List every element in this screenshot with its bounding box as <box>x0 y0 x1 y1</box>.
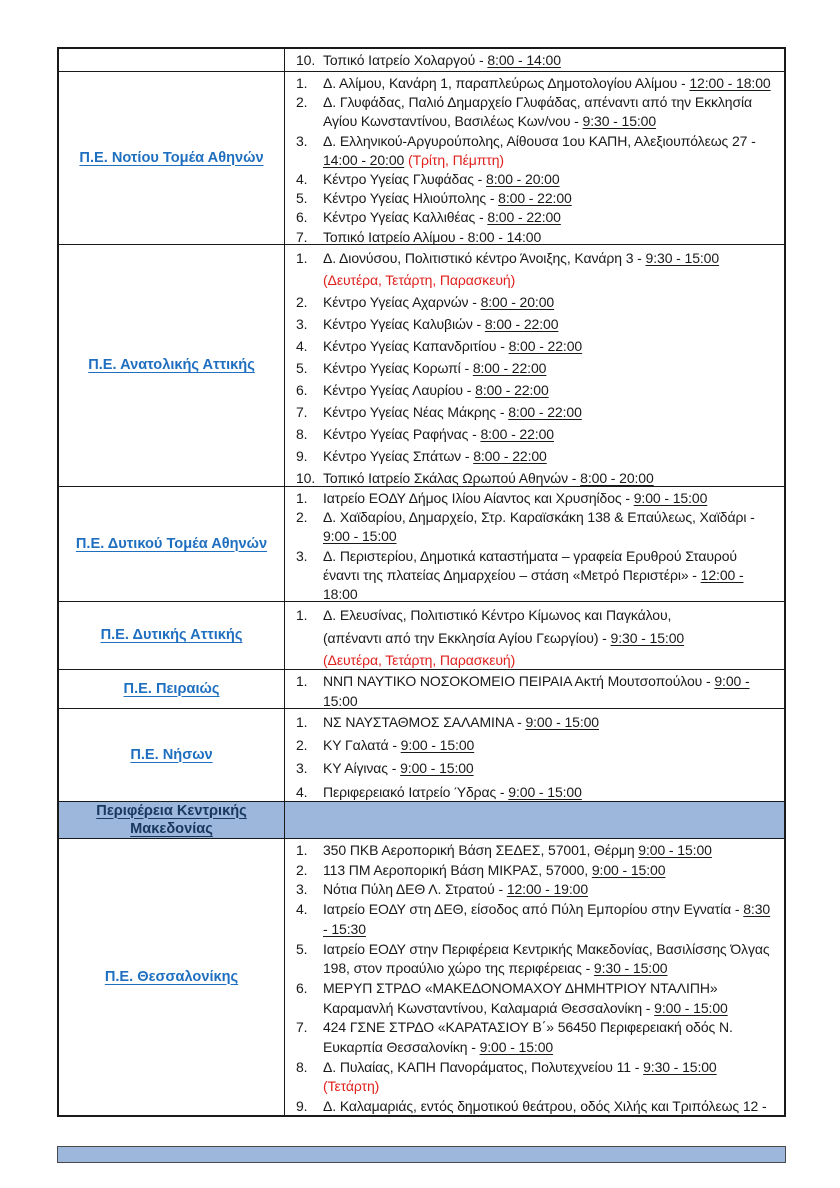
days-note: (Δευτέρα, Τετάρτη, Παρασκευή) <box>323 272 516 288</box>
list-item-number: 5. <box>296 940 308 957</box>
list-item <box>296 604 776 669</box>
opening-hours: 8:00 - 22:00 <box>508 338 583 354</box>
list-item-text <box>323 757 776 780</box>
list-item-number: 6. <box>296 209 308 226</box>
list-item-number: 8. <box>296 426 308 442</box>
region-link-dytikis-attikis[interactable]: Π.Ε. Δυτικής Αττικής <box>100 627 243 643</box>
list-item <box>296 357 776 379</box>
list-item <box>296 734 776 757</box>
opening-hours: 8:00 - 20:00 <box>480 294 555 310</box>
list-item-number: 1. <box>296 75 308 91</box>
list-item-number: 7. <box>296 1019 308 1036</box>
list-item-number: 2. <box>296 861 308 878</box>
opening-hours: 9:00 - 15:00 <box>654 999 728 1016</box>
table-row-previous-section-tail <box>59 49 784 72</box>
list-item <box>296 401 776 423</box>
list-item-number: 3. <box>296 881 308 898</box>
list-item <box>296 170 776 189</box>
list-item-number: 3. <box>296 760 308 777</box>
list-item-number: 1. <box>296 490 308 506</box>
opening-hours: 12:00 - 18:00 <box>323 566 744 601</box>
locations-cell-thessalonikis <box>285 839 784 1115</box>
locations-cell-nison <box>285 709 784 801</box>
list-item-number: 5. <box>296 360 308 376</box>
opening-hours: 9:00 - 15:00 <box>479 1039 554 1056</box>
list-item-text <box>323 445 776 467</box>
list-item-text <box>323 880 776 900</box>
list-item-number: 9. <box>296 1098 308 1115</box>
list-item-text <box>323 357 776 379</box>
list-item-number: 4. <box>296 783 308 800</box>
region-cell-dytikou-tomea-athinon <box>59 487 285 601</box>
list-item-number: 2. <box>296 737 308 754</box>
list-item-text <box>323 93 776 131</box>
list-item-text <box>323 51 776 70</box>
list-item-text <box>323 423 776 445</box>
list-item <box>296 423 776 445</box>
location-text: ΜΕΡΥΠ ΣΤΡΔΟ «ΜΑΚΕΔΟΝΟΜΑΧΟΥ ΔΗΜΗΤΡΙΟΥ ΝΤΑΛΙΠΗ» <box>323 979 718 996</box>
location-text: Κέντρο Υγείας Κορωπί - <box>323 360 473 376</box>
location-text: Κέντρο Υγείας Ραφήνας - <box>323 426 481 442</box>
list-item-number: 1. <box>296 250 308 266</box>
locations-cell-notiou-tomea-athinon <box>285 72 784 244</box>
opening-hours: 9:00 - 15:00 <box>400 737 475 754</box>
days-note: (Τρίτη, Πέμπτη) <box>408 151 504 168</box>
location-text: Δ. Καλαμαριάς, εντός δημοτικού θεάτρου, οδός Χιλής και Τριπόλεως 12 - <box>323 1098 767 1115</box>
opening-hours: 9:00 - 15:00 <box>323 528 397 545</box>
location-text: ΚΥ Γαλατά - <box>323 737 401 754</box>
list-item <box>296 940 776 979</box>
list-item <box>296 781 776 801</box>
region-link-dytikou-tomea-athinon[interactable]: Π.Ε. Δυτικού Τομέα Αθηνών <box>75 535 268 552</box>
list-item-text <box>323 401 776 423</box>
opening-hours: 8:00 - 22:00 <box>473 448 547 464</box>
opening-hours: 12:00 - 19:00 <box>506 881 589 898</box>
opening-hours: 9:00 - 15:00 <box>323 673 750 708</box>
location-text: Ιατρείο ΕΟΔΥ στην Περιφέρεια Κεντρικής Μακεδονίας, Βασιλίσσης Όλγας 198, στον προαύλιο χώρο της περιφέρειας - <box>323 940 770 977</box>
region-link-anatolikis-attikis[interactable]: Π.Ε. Ανατολικής Αττικής <box>88 357 255 373</box>
list-item-number: 5. <box>296 190 308 207</box>
opening-hours: 9:00 - 15:00 <box>633 490 708 506</box>
opening-hours: 9:00 - 15:00 <box>400 760 474 777</box>
region-cell-thessalonikis <box>59 839 285 1115</box>
location-text: Δ. Γλυφάδας, Παλιό Δημαρχείο Γλυφάδας, απέναντι από την Εκκλησία Αγίου Κωνσταντίνου, Βασιλέως Κων/νου - <box>323 94 753 130</box>
region-cell-peiraios <box>59 670 285 708</box>
list-item-text <box>323 291 776 313</box>
region-cell-anatolikis-attikis <box>59 245 285 486</box>
list-item <box>296 547 776 601</box>
location-text: Δ. Χαϊδαρίου, Δημαρχείο, Στρ. Καραϊσκάκη 138 & Επαύλεως, Χαϊδάρι - <box>323 509 755 526</box>
list-item <box>296 189 776 208</box>
locations-cell-anatolikis-attikis <box>285 245 784 486</box>
locations-cell-kentrikis-makedonias-header <box>285 802 784 838</box>
location-text: Τοπικό Ιατρείο Σκάλας Ωρωπού Αθηνών - <box>323 470 581 486</box>
region-cell-dytikis-attikis <box>59 602 285 669</box>
location-text: Κέντρο Υγείας Λαυρίου - <box>323 382 476 398</box>
opening-hours: 8:00 - 22:00 <box>508 404 582 420</box>
list-item <box>296 861 776 881</box>
list-item-text <box>323 1018 776 1057</box>
table-row-dytikou-tomea-athinon <box>59 487 784 602</box>
opening-hours: 8:00 - 22:00 <box>487 209 561 226</box>
list-item-number: 1. <box>296 673 308 689</box>
opening-hours: 8:30 - 15:30 <box>323 901 771 937</box>
list-item-text <box>323 711 776 734</box>
list-item <box>296 489 776 508</box>
locations-cell-dytikis-attikis <box>285 602 784 669</box>
opening-hours: 9:30 - 15:00 <box>593 960 668 977</box>
opening-hours: 12:00 - 18:00 <box>689 75 771 91</box>
location-text: Δ. Περιστερίου, Δημοτικά καταστήματα – γραφεία Ερυθρού Σταυρού έναντι της πλατείας Δημαρχείου – στάση «Μετρό Περιστέρι» - <box>323 547 737 583</box>
location-text: Κέντρο Υγείας Σπάτων - <box>323 448 474 464</box>
list-item-text <box>323 74 776 93</box>
list-item-text <box>323 313 776 335</box>
list-item-text <box>323 508 776 546</box>
location-text: Καραμανλή Κωνσταντίνου, Καλαμαριά Θεσσαλονίκη - <box>323 999 655 1016</box>
list-item-text <box>323 979 776 1018</box>
opening-hours: 9:30 - 15:00 <box>582 113 657 130</box>
location-text: 113 ΠΜ Αεροπορική Βάση ΜΙΚΡΑΣ, 57000, <box>323 861 592 878</box>
list-item-number: 4. <box>296 171 308 188</box>
location-text: Δ. Διονύσου, Πολιτιστικό κέντρο Άνοιξης, Κανάρη 3 - <box>323 250 646 266</box>
region-cell-nison <box>59 709 285 801</box>
opening-hours: 8:00 - 22:00 <box>484 316 559 332</box>
table-row-dytikis-attikis <box>59 602 784 670</box>
list-item-text <box>323 467 776 486</box>
list-item-number: 1. <box>296 607 308 623</box>
region-link-peiraios[interactable]: Π.Ε. Πειραιώς <box>123 680 220 697</box>
opening-hours: 9:30 - 15:00 <box>643 1058 717 1075</box>
opening-hours: 9:30 - 15:00 <box>645 250 720 266</box>
opening-hours: 14:00 - 20:00 <box>323 151 405 168</box>
list-item <box>296 93 776 131</box>
location-text: Δ. Αλίμου, Κανάρη 1, παραπλεύρως Δημοτολογίου Αλίμου - <box>323 75 690 91</box>
location-text: Ιατρείο ΕΟΔΥ Δήμος Ιλίου Αίαντος και Χρυσηίδος - <box>323 490 634 506</box>
list-item <box>296 841 776 861</box>
table-row-anatolikis-attikis <box>59 245 784 487</box>
list-item-number: 2. <box>296 94 308 111</box>
locations-cell-peiraios <box>285 670 784 708</box>
list-item-number: 7. <box>296 404 308 420</box>
table-row-kentrikis-makedonias-header <box>59 802 784 839</box>
list-item-number: 1. <box>296 842 308 858</box>
list-item-text <box>323 208 776 227</box>
location-text: Κέντρο Υγείας Καπανδριτίου - <box>323 338 509 354</box>
list-item-text <box>323 189 776 208</box>
location-text: Κέντρο Υγείας Γλυφάδας - <box>323 171 487 188</box>
location-text: Κέντρο Υγείας Ηλιούπολης - <box>323 190 499 207</box>
region-cell-notiou-tomea-athinon <box>59 72 285 244</box>
list-item-text <box>323 604 776 669</box>
list-item-text <box>323 861 776 881</box>
table-row-peiraios <box>59 670 784 709</box>
list-item-text <box>323 1097 776 1115</box>
list-item <box>296 1097 776 1115</box>
location-text: Κέντρο Υγείας Νέας Μάκρης - <box>323 404 509 420</box>
list-item <box>296 291 776 313</box>
list-item-number: 2. <box>296 509 308 526</box>
list-item-text <box>323 672 776 708</box>
location-text: Νότια Πύλη ΔΕΘ Λ. Στρατού - <box>323 881 507 898</box>
locations-cell-dytikou-tomea-athinon <box>285 487 784 601</box>
list-item <box>296 1058 776 1097</box>
opening-hours: 8:00 - 14:00 <box>467 228 542 244</box>
list-item-text <box>323 547 776 601</box>
list-item <box>296 208 776 227</box>
locations-cell-previous-section-tail <box>285 49 784 71</box>
table-row-thessalonikis <box>59 839 784 1115</box>
location-text: 424 ΓΣΝΕ ΣΤΡΔΟ «ΚΑΡΑΤΑΣΙΟΥ Β΄» 56450 Περιφερειακή οδός Ν. Ευκαρπία Θεσσαλονίκη - <box>323 1019 733 1056</box>
list-item-text <box>323 734 776 757</box>
list-item <box>296 228 776 244</box>
opening-hours: 8:00 - 22:00 <box>475 382 549 398</box>
list-item-text <box>323 228 776 244</box>
table-row-notiou-tomea-athinon <box>59 72 784 245</box>
next-page-row-stub <box>57 1146 786 1163</box>
list-item-number: 6. <box>296 979 308 996</box>
location-text: Περιφερειακό Ιατρείο Ύδρας - <box>323 783 509 800</box>
location-text: ΝΣ ΝΑΥΣΤΑΘΜΟΣ ΣΑΛΑΜΙΝΑ - <box>323 714 526 730</box>
list-item-text <box>323 132 776 170</box>
list-item <box>296 900 776 939</box>
list-item <box>296 247 776 291</box>
list-item-number: 7. <box>296 228 308 244</box>
list-item <box>296 508 776 546</box>
list-item-text <box>323 1058 776 1097</box>
location-text: Τοπικό Ιατρείο Χολαργού - <box>323 52 488 68</box>
list-item <box>296 51 776 70</box>
days-note: (Δευτέρα, Τετάρτη, Παρασκευή) <box>323 652 516 669</box>
region-cell-previous-section-tail <box>59 49 285 71</box>
list-item-number: 8. <box>296 1058 308 1075</box>
list-item-text <box>323 379 776 401</box>
opening-hours: 9:30 - 15:00 <box>610 629 685 646</box>
list-item-number: 3. <box>296 132 308 149</box>
region-link-kentrikis-makedonias-header[interactable]: Περιφέρεια Κεντρικής Μακεδονίας <box>96 802 247 837</box>
list-item-text <box>323 170 776 189</box>
list-item <box>296 74 776 93</box>
list-item-number: 3. <box>296 316 308 332</box>
location-text: Ιατρείο ΕΟΔΥ στη ΔΕΘ, είσοδος από Πύλη Εμπορίου στην Εγνατία - <box>323 901 744 918</box>
list-item-number: 10. <box>296 52 316 68</box>
days-note: (Τετάρτη) <box>323 1078 380 1095</box>
location-text: 350 ΠΚΒ Αεροπορική Βάση ΣΕΔΕΣ, 57001, Θέρμη <box>323 842 639 858</box>
region-link-nison[interactable]: Π.Ε. Νήσων <box>130 746 213 763</box>
list-item <box>296 445 776 467</box>
opening-hours: 9:00 - 15:00 <box>525 714 599 730</box>
list-item-text <box>323 335 776 357</box>
list-item-number: 9. <box>296 448 308 464</box>
location-text: Δ. Πυλαίας, ΚΑΠΗ Πανοράματος, Πολυτεχνείου 11 - <box>323 1058 644 1075</box>
location-text: Τοπικό Ιατρείο Αλίμου - <box>323 228 468 244</box>
location-text: Κέντρο Υγείας Καλλιθέας - <box>323 209 488 226</box>
list-item <box>296 1018 776 1057</box>
list-item-number: 4. <box>296 901 308 918</box>
list-item-number: 3. <box>296 547 308 564</box>
opening-hours: 9:00 - 15:00 <box>508 783 582 800</box>
region-link-thessalonikis[interactable]: Π.Ε. Θεσσαλονίκης <box>104 968 239 985</box>
opening-hours: 8:00 - 22:00 <box>498 190 572 207</box>
list-item <box>296 313 776 335</box>
opening-hours: 9:00 - 15:00 <box>638 842 712 858</box>
list-item-number: 6. <box>296 382 308 398</box>
table-row-nison <box>59 709 784 802</box>
list-item <box>296 711 776 734</box>
list-item-text <box>323 940 776 979</box>
list-item-text <box>323 489 776 508</box>
list-item <box>296 880 776 900</box>
list-item <box>296 335 776 357</box>
opening-hours: 8:00 - 14:00 <box>487 52 561 68</box>
list-item <box>296 467 776 486</box>
list-item <box>296 132 776 170</box>
list-item-text <box>323 247 776 291</box>
list-item-number: 2. <box>296 294 308 310</box>
region-cell-kentrikis-makedonias-header <box>59 802 285 838</box>
schedule-table <box>57 47 786 1117</box>
location-text: Κέντρο Υγείας Αχαρνών - <box>323 294 481 310</box>
opening-hours: 8:00 - 20:00 <box>580 470 654 486</box>
location-text: Κέντρο Υγείας Καλυβιών - <box>323 316 485 332</box>
list-item <box>296 979 776 1018</box>
list-item-text <box>323 841 776 861</box>
location-text: ΚΥ Αίγινας - <box>323 760 401 777</box>
list-item <box>296 757 776 780</box>
list-item-number: 1. <box>296 714 308 730</box>
list-item <box>296 672 776 708</box>
list-item <box>296 379 776 401</box>
region-link-notiou-tomea-athinon[interactable]: Π.Ε. Νοτίου Τομέα Αθηνών <box>79 149 264 166</box>
list-item-number: 10. <box>296 470 316 486</box>
opening-hours: 9:00 - 15:00 <box>591 861 666 878</box>
opening-hours: 8:00 - 22:00 <box>480 426 554 442</box>
list-item-text <box>323 900 776 939</box>
location-text: ΝΝΠ ΝΑΥΤΙΚΟ ΝΟΣΟΚΟΜΕΙΟ ΠΕΙΡΑΙΑ Ακτή Μουτσοπούλου - <box>323 673 715 689</box>
opening-hours: 8:00 - 22:00 <box>472 360 547 376</box>
opening-hours: 8:00 - 20:00 <box>486 171 560 188</box>
list-item-number: 4. <box>296 338 308 354</box>
list-item-text <box>323 781 776 801</box>
location-text: Δ. Ελληνικού-Αργυρούπολης, Αίθουσα 1ου ΚΑΠΗ, Αλεξιουπόλεως 27 - <box>323 132 756 149</box>
location-text: Δ. Ελευσίνας, Πολιτιστικό Κέντρο Κίμωνος και Παγκάλου, <box>323 607 672 623</box>
location-text: (απέναντι από την Εκκλησία Αγίου Γεωργίου) - <box>323 629 611 646</box>
